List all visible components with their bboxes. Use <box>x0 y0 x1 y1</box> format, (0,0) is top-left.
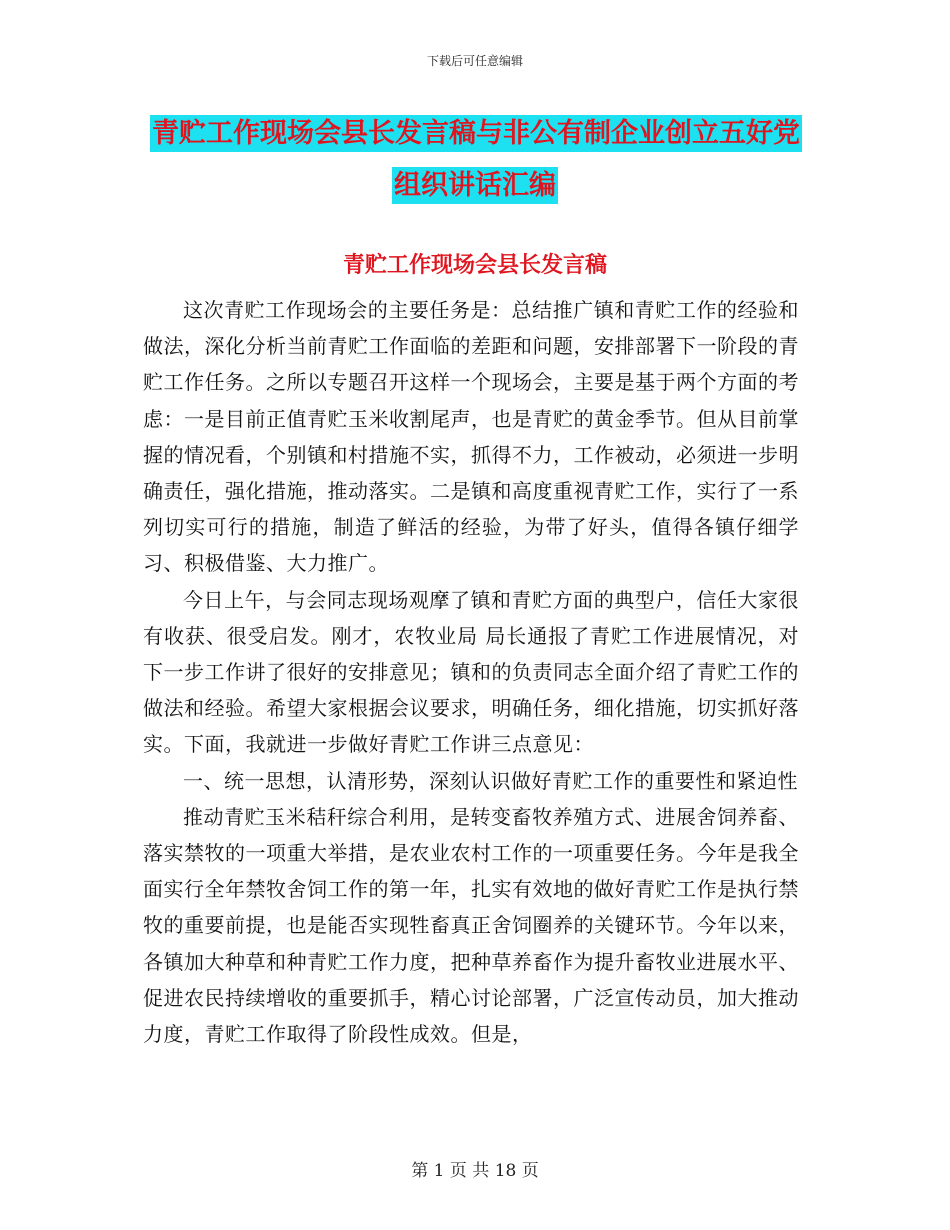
document-title <box>150 108 800 212</box>
body-text <box>143 292 799 1052</box>
section-title: 青贮工作现场会县长发言稿 <box>342 253 607 278</box>
page-header: 下载后可任意编辑 <box>426 54 523 68</box>
document-title-text: 青贮工作现场会县长发言稿与非公有制企业创立五好党组织讲话汇编 <box>150 115 802 204</box>
paragraph: 今日上午，与会同志现场观摩了镇和青贮方面的典型户，信任大家很有收获、很受启发。刚才，农牧业局 局长通报了青贮工作进展情况，对下一步工作讲了很好的安排意见；镇和的负责同志全面介绍了青贮工作的做法和经验。希望大家根据会议要求，明确任务，细化措施，切实抓好落实。下面，我就进一步做好青贮工作讲三点意见： <box>143 587 799 757</box>
paragraph: 推动青贮玉米秸秆综合利用，是转变畜牧养殖方式、进展舍饲养畜、落实禁牧的一项重大举措，是农业农村工作的一项重要任务。今年是我全面实行全年禁牧舍饲工作的第一年，扎实有效地的做好青贮工作是执行禁牧的重要前提，也是能否实现牲畜真正舍饲圈养的关键环节。今年以来，各镇加大种草和种青贮工作力度，把种草养畜作为提升畜牧业进展水平、促进农民持续增收的重要抓手，精心讨论部署，广泛宣传动员，加大推动力度，青贮工作取得了阶段性成效。但是， <box>143 804 799 1047</box>
paragraph: 这次青贮工作现场会的主要任务是：总结推广镇和青贮工作的经验和做法，深化分析当前青贮工作面临的差距和问题，安排部署下一阶段的青贮工作任务。之所以专题召开这样一个现场会，主要是基于两个方面的考虑：一是目前正值青贮玉米收割尾声，也是青贮的黄金季节。但从目前掌握的情况看，个别镇和村措施不实，抓得不力，工作被动，必须进一步明确责任，强化措施，推动落实。二是镇和高度重视青贮工作，实行了一系列切实可行的措施，制造了鲜活的经验，为带了好头，值得各镇仔细学习、积极借鉴、大力推广。 <box>143 298 799 576</box>
section-heading: 一、统一思想，认清形势，深刻认识做好青贮工作的重要性和紧迫性 <box>183 768 798 793</box>
page-number: 第 1 页 共 18 页 <box>411 1161 539 1181</box>
